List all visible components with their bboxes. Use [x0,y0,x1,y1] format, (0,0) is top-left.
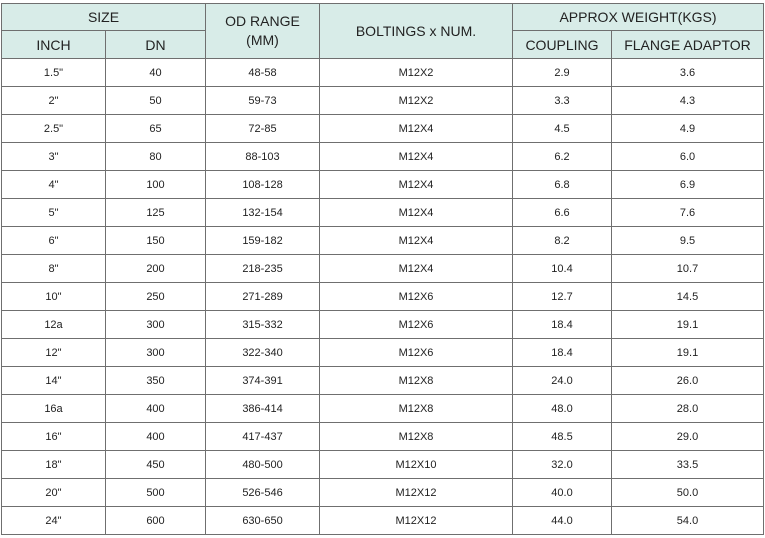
cell-inch: 1.5" [2,59,106,87]
cell-coupling-weight: 4.5 [513,115,612,143]
table-row [2,423,764,451]
header-od-range [206,4,320,59]
cell-flange-weight: 6.0 [612,143,764,171]
cell-od-range: 315-332 [206,311,320,339]
cell-coupling-weight: 32.0 [513,451,612,479]
table-row [2,115,764,143]
header-size: SIZE [2,4,206,31]
cell-flange-weight: 50.0 [612,479,764,507]
cell-dn: 400 [106,423,206,451]
cell-bolting: M12X2 [320,59,513,87]
cell-flange-weight: 14.5 [612,283,764,311]
table-row [2,87,764,115]
table-row [2,367,764,395]
cell-inch: 24" [2,507,106,535]
cell-od-range: 108-128 [206,171,320,199]
cell-coupling-weight: 40.0 [513,479,612,507]
cell-coupling-weight: 8.2 [513,227,612,255]
cell-bolting: M12X4 [320,227,513,255]
table-row [2,479,764,507]
cell-od-range: 88-103 [206,143,320,171]
cell-flange-weight: 6.9 [612,171,764,199]
cell-flange-weight: 7.6 [612,199,764,227]
cell-dn: 350 [106,367,206,395]
cell-flange-weight: 10.7 [612,255,764,283]
cell-od-range: 132-154 [206,199,320,227]
table-row [2,507,764,535]
cell-bolting: M12X6 [320,311,513,339]
cell-bolting: M12X8 [320,395,513,423]
cell-dn: 65 [106,115,206,143]
cell-dn: 250 [106,283,206,311]
cell-coupling-weight: 48.0 [513,395,612,423]
cell-coupling-weight: 2.9 [513,59,612,87]
cell-flange-weight: 33.5 [612,451,764,479]
cell-inch: 16a [2,395,106,423]
coupling-spec-table [1,3,764,535]
cell-dn: 300 [106,311,206,339]
cell-coupling-weight: 6.2 [513,143,612,171]
cell-bolting: M12X6 [320,283,513,311]
cell-flange-weight: 19.1 [612,311,764,339]
header-row-1 [2,4,764,31]
cell-bolting: M12X12 [320,479,513,507]
cell-dn: 150 [106,227,206,255]
cell-od-range: 59-73 [206,87,320,115]
table-row [2,311,764,339]
cell-od-range: 322-340 [206,339,320,367]
cell-bolting: M12X4 [320,171,513,199]
cell-inch: 6" [2,227,106,255]
cell-inch: 10" [2,283,106,311]
cell-dn: 200 [106,255,206,283]
cell-dn: 500 [106,479,206,507]
cell-od-range: 417-437 [206,423,320,451]
cell-flange-weight: 9.5 [612,227,764,255]
cell-bolting: M12X4 [320,255,513,283]
cell-dn: 80 [106,143,206,171]
cell-inch: 5" [2,199,106,227]
header-od-range-line1: OD RANGE [225,13,300,29]
cell-bolting: M12X6 [320,339,513,367]
cell-od-range: 159-182 [206,227,320,255]
cell-coupling-weight: 18.4 [513,339,612,367]
header-dn: DN [106,31,206,59]
cell-inch: 8" [2,255,106,283]
cell-coupling-weight: 3.3 [513,87,612,115]
cell-inch: 2.5" [2,115,106,143]
cell-coupling-weight: 10.4 [513,255,612,283]
table-header [2,4,764,59]
cell-bolting: M12X4 [320,199,513,227]
cell-flange-weight: 4.9 [612,115,764,143]
cell-dn: 50 [106,87,206,115]
header-inch: INCH [2,31,106,59]
cell-flange-weight: 19.1 [612,339,764,367]
spec-table-container [1,3,763,535]
cell-coupling-weight: 12.7 [513,283,612,311]
cell-bolting: M12X8 [320,367,513,395]
cell-coupling-weight: 6.6 [513,199,612,227]
cell-dn: 400 [106,395,206,423]
cell-dn: 300 [106,339,206,367]
table-row [2,255,764,283]
cell-od-range: 374-391 [206,367,320,395]
cell-dn: 100 [106,171,206,199]
table-row [2,227,764,255]
cell-inch: 2" [2,87,106,115]
cell-coupling-weight: 24.0 [513,367,612,395]
cell-coupling-weight: 6.8 [513,171,612,199]
cell-dn: 450 [106,451,206,479]
table-row [2,451,764,479]
cell-dn: 40 [106,59,206,87]
cell-od-range: 72-85 [206,115,320,143]
cell-od-range: 630-650 [206,507,320,535]
table-row [2,143,764,171]
cell-flange-weight: 3.6 [612,59,764,87]
cell-bolting: M12X8 [320,423,513,451]
table-row [2,395,764,423]
cell-bolting: M12X4 [320,115,513,143]
cell-od-range: 526-546 [206,479,320,507]
cell-coupling-weight: 48.5 [513,423,612,451]
cell-inch: 12a [2,311,106,339]
cell-flange-weight: 29.0 [612,423,764,451]
table-row [2,339,764,367]
header-od-range-line2: (MM) [246,32,279,48]
cell-od-range: 218-235 [206,255,320,283]
table-row [2,199,764,227]
cell-bolting: M12X4 [320,143,513,171]
header-flange-adaptor: FLANGE ADAPTOR [612,31,764,59]
cell-coupling-weight: 18.4 [513,311,612,339]
cell-od-range: 271-289 [206,283,320,311]
cell-dn: 600 [106,507,206,535]
cell-inch: 4" [2,171,106,199]
cell-inch: 18" [2,451,106,479]
cell-inch: 14" [2,367,106,395]
cell-flange-weight: 4.3 [612,87,764,115]
cell-flange-weight: 54.0 [612,507,764,535]
cell-flange-weight: 26.0 [612,367,764,395]
cell-coupling-weight: 44.0 [513,507,612,535]
cell-inch: 20" [2,479,106,507]
cell-dn: 125 [106,199,206,227]
header-boltings: BOLTINGS x NUM. [320,4,513,59]
header-approx-weight: APPROX WEIGHT(KGS) [513,4,764,31]
table-row [2,171,764,199]
cell-bolting: M12X2 [320,87,513,115]
cell-inch: 3" [2,143,106,171]
table-body [2,59,764,535]
cell-flange-weight: 28.0 [612,395,764,423]
cell-od-range: 386-414 [206,395,320,423]
cell-inch: 16" [2,423,106,451]
cell-inch: 12" [2,339,106,367]
header-coupling: COUPLING [513,31,612,59]
cell-bolting: M12X10 [320,451,513,479]
cell-od-range: 48-58 [206,59,320,87]
table-row [2,59,764,87]
cell-od-range: 480-500 [206,451,320,479]
table-row [2,283,764,311]
cell-bolting: M12X12 [320,507,513,535]
